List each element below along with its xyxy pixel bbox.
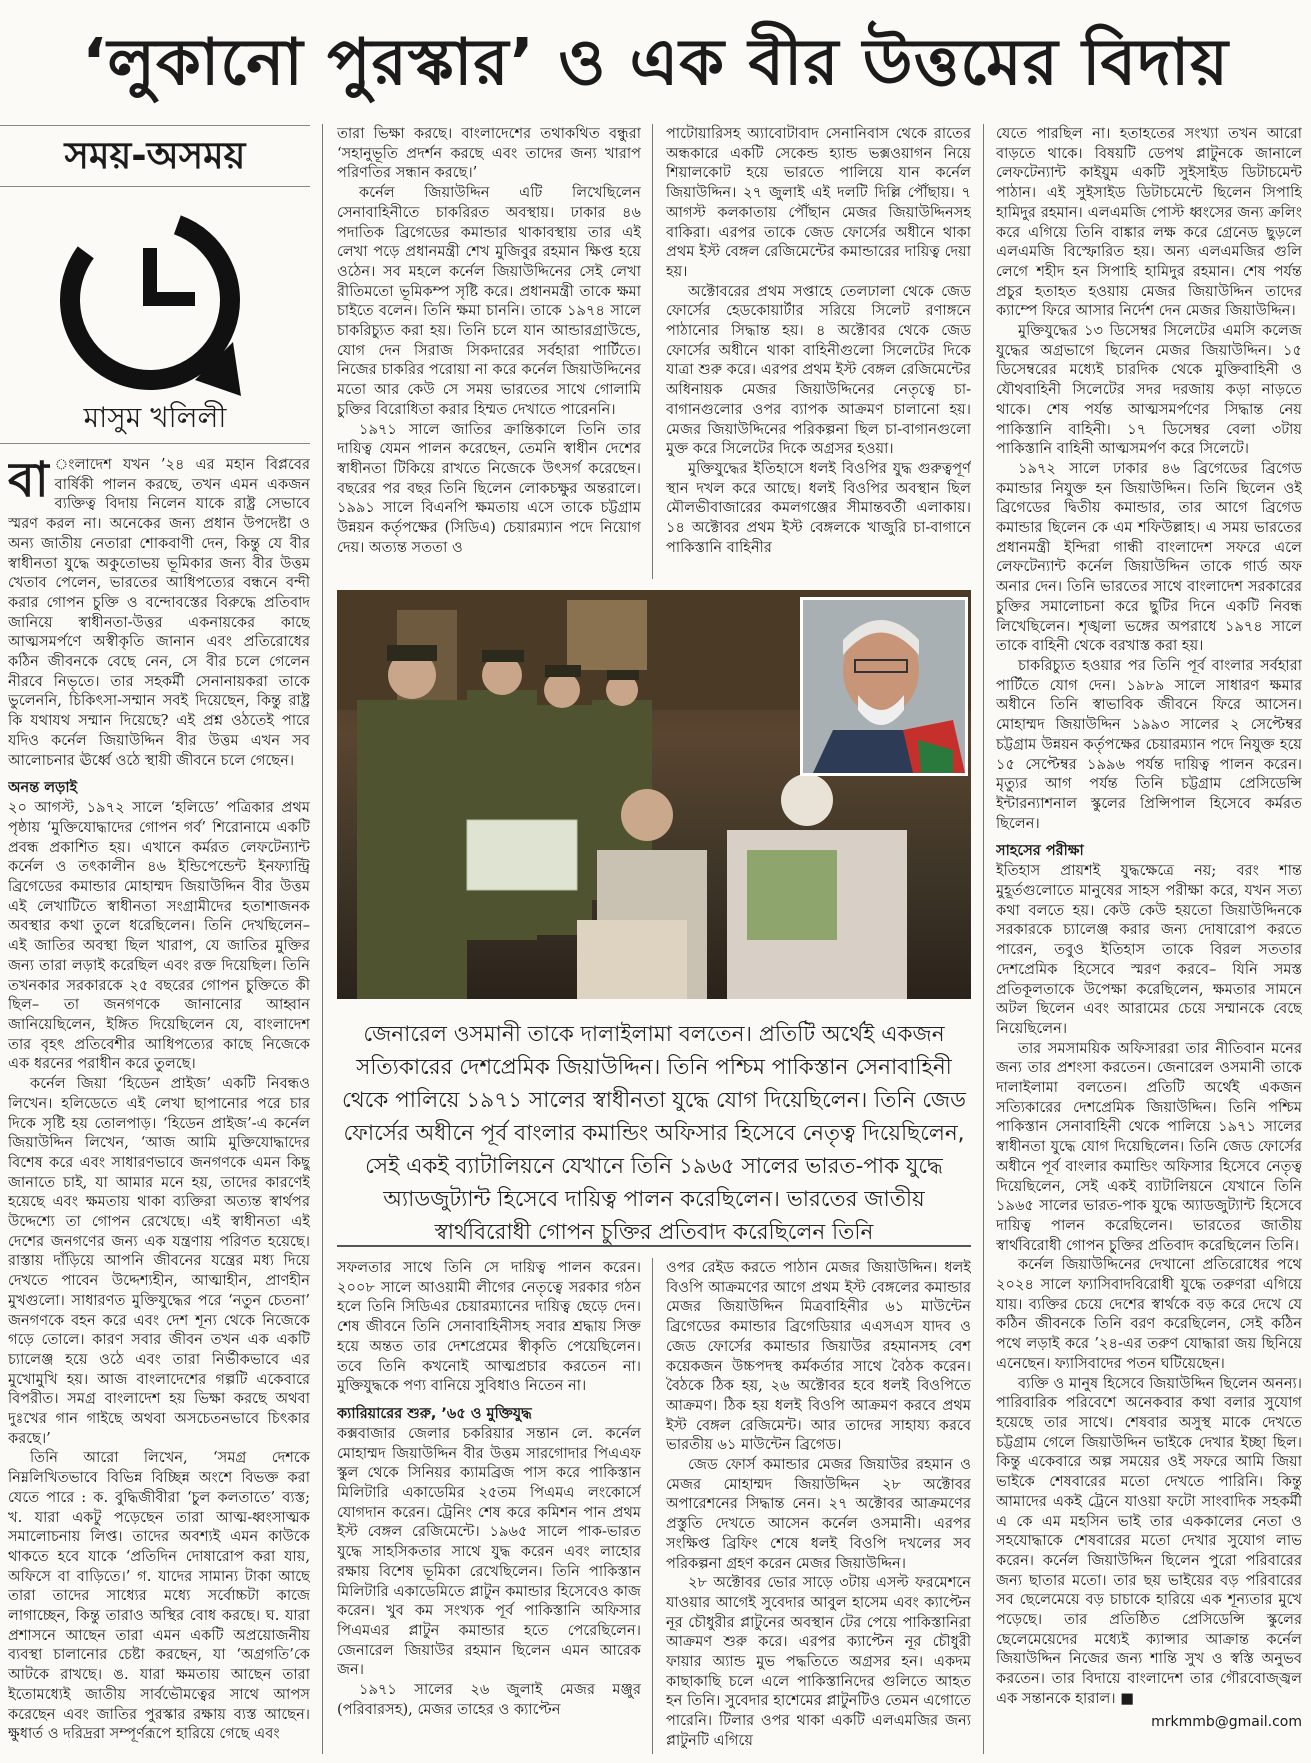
- author-name: মাসুম খলিলী: [0, 393, 310, 444]
- clock-icon: [35, 200, 275, 410]
- paragraph: তার সমসাময়িক অফিসাররা তার নীতিবান মনের জন্য তার প্রশংসা করতেন। জেনারেল ওসমানী তাকে দালাইলামা বলতেন। প্রতিটি অর্থেই একজন সত্যিকারের দেশপ্রেমিক জিয়াউদ্দিন। তিনি পশ্চিম পাকিস্তান সেনাবাহিনী থেকে পালিয়ে ১৯৭১ সালের স্বাধীনতা যুদ্ধে যোগ দিয়েছিলেন। তিনি জেড ফোর্সের অধীনে পূর্ব বাংলার কমান্ডিং অফিসার হিসেবে নেতৃত্ব দিয়েছিলেন, সেই একই ব্যাটালিয়নে যেখানে তিনি ১৯৬৫ সালের ভারত-পাক যুদ্ধে অ্যাডজুট্যান্ট হিসেবে দায়িত্ব পালন করেছিলেন। ভারতের জাতীয় স্বার্থবিরোধী গোপন চুক্তির প্রতিবাদ করেছিলেন তিনি।: [996, 1039, 1302, 1254]
- article-column-3-top: [666, 124, 971, 582]
- paragraph: চাকরিচ্যুত হওয়ার পর তিনি পূর্ব বাংলার সর্বহারা পার্টিতে যোগ দেন। ১৯৮৯ সালে সাধারণ ক্ষমার অধীনে তিনি স্বাভাবিক জীবনে ফিরে আসেন। মোহাম্মদ জিয়াউদ্দিন ১৯৯৩ সালের ২ সেপ্টেম্বর চট্টগ্রাম উন্নয়ন কর্তৃপক্ষের চেয়ারম্যান পদে নিযুক্ত হয়ে ১৫ সেপ্টেম্বর ১৯৯৬ পর্যন্ত দায়িত্ব পালন করেন। মৃত্যুর আগ পর্যন্ত তিনি চট্টগ্রাম প্রেসিডেন্সি ইন্টারন্যাশনাল স্কুলের প্রিন্সিপাল হিসেবে কর্মরত ছিলেন।: [996, 656, 1302, 832]
- end-mark: ■: [1120, 1689, 1134, 1707]
- portrait-illustration: [803, 600, 965, 773]
- article-column-3-bottom: [666, 1258, 971, 1755]
- article-column-2-top: [337, 124, 641, 582]
- paragraph: মুক্তিযুদ্ধের ইতিহাসে ধলই বিওপির যুদ্ধ গুরুত্বপূর্ণ স্থান দখল করে আছে। ধলই বিওপির অবস্থান ছিল মৌলভীবাজারের কমলগঞ্জের সীমান্তবর্তী এলাকায়। ১৪ অক্টোবর প্রথম ইস্ট বেঙ্গলকে খাজুরি চা-বাগানে পাকিস্তানি বাহিনীর: [666, 459, 971, 556]
- paragraph: কক্সবাজার জেলার চকরিয়ার সন্তান লে. কর্নেল মোহাম্মদ জিয়াউদ্দিন বীর উত্তম সারগোদার পিএএফ স্কুল থেকে সিনিয়র ক্যামব্রিজ পাস করে পাকিস্তান মিলিটারি একাডেমির ২৫তম পিএমএ লংকোর্সে যোগদান করেন। ট্রেনিং শেষ করে কমিশন পান প্রথম ইস্ট বেঙ্গল রেজিমেন্টে। ১৯৬৫ সালে পাক-ভারত যুদ্ধে সাহসিকতার সাথে যুদ্ধ করেন এবং লাহোর রক্ষায় বিশেষ ভূমিকা রেখেছিলেন। তিনি পাকিস্তান মিলিটারি একাডেমিতে প্লাটুন কমান্ডার হিসেবেও কাজ করেন। খুব কম সংখ্যক পূর্ব পাকিস্তানি অফিসার পিএমএর প্লাটুন কমান্ডার হতে পেরেছিলেন। জেনারেল জিয়াউর রহমান ছিলেন এমন আরেক জন।: [337, 1424, 641, 1679]
- column-rule: [652, 1258, 653, 1754]
- column-rule: [983, 124, 984, 1754]
- subheading: সাহসের পরীক্ষা: [996, 843, 1084, 860]
- portrait-inset-photo: [800, 597, 968, 776]
- paragraph: ২৮ অক্টোবর ভোর সাড়ে ৩টায় এসল্ট ফরমেশনে যাওয়ার আগেই সুবেদার আবুল হাসেম এবং ক্যাপ্টেন নূর চৌধুরীর প্লাটুনের অবস্থান টের পেয়ে পাকিস্তানিরা আক্রমণ শুরু করে। এরপর ক্যাপ্টেন নূর চৌধুরী ফায়ার অ্যান্ড মুভ পদ্ধতিতে অগ্রসর হন। একদম কাছাকাছি চলে এলে পাকিস্তানিদের গুলিতে আহত হন তিনি। সুবেদার হাশেমের প্লাটুনটিও তেমন এগোতে পারেনি। টিলার ওপর থাকা একটি এলএমজির জন্য প্লাটুনটি এগিয়ে: [666, 1574, 971, 1749]
- paragraph: কর্নেল জিয়াউদ্দিনের দেখানো প্রতিরোধের পথে ২০২৪ সালে ফ্যাসিবাদবিরোধী যুদ্ধে তরুণরা এগিয়ে যায়। ব্যক্তির চেয়ে দেশের স্বার্থকে বড় করে দেখে যে কঠিন জীবনকে তিনি বরণ করেছিলেন, সেই কঠিন পথে লড়াই করে ’২৪-এর তরুণ যোদ্ধারা জয় ছিনিয়ে এনেছেন। ফ্যাসিবাদের পতন ঘটিয়েছেন।: [996, 1256, 1302, 1372]
- column-rule: [652, 124, 653, 579]
- paragraph: মুক্তিযুদ্ধের ১৩ ডিসেম্বর সিলেটের এমসি কলেজ যুদ্ধের অগ্রভাগে ছিলেন মেজর জিয়াউদ্দিন। ১৫ ডিসেম্বরের মধ্যেই চারদিক থেকে মুক্তিবাহিনী ও যৌথবাহিনী সিলেটের সদর দরজায় কড়া নাড়তে থাকে। শেষ পর্যন্ত আত্মসমর্পণের সিদ্ধান্ত নেয় পাকিস্তানি বাহিনী। ১৭ ডিসেম্বর বেলা ৩টায় পাকিস্তানি বাহিনী আত্মসমর্পণ করে সিলেটে।: [996, 322, 1302, 458]
- paragraph: কর্নেল জিয়াউদ্দিন এটি লিখেছিলেন সেনাবাহিনীতে চাকরিরত অবস্থায়। ঢাকার ৪৬ পদাতিক ব্রিগেডের কমান্ডার থাকাবস্থায় তার এই লেখা পড়ে প্রধানমন্ত্রী শেখ মুজিবুর রহমান ক্ষিপ্ত হয়ে ওঠেন। সব মহলে কর্নেল জিয়াউদ্দিনের সেই লেখা রীতিমতো ভূমিকম্প সৃষ্টি করে। প্রধানমন্ত্রী তাকে ক্ষমা চাইতে বলেন। তিনি ক্ষমা চাননি। তাকে ১৯৭৪ সালে চাকরিচ্যুত করা হয়। তিনি চলে যান আন্ডারগ্রাউন্ডে, যোগ দেন সিরাজ সিকদারের সর্বহারা পার্টিতে। নিজের চাকরির পরোয়া না করে কর্নেল জিয়াউদ্দিনের মতো আর কেউ সে সময় ভারতের সাথে গোলামি চুক্তির বিরোধিতা করার হিম্মত দেখাতে পারেননি।: [337, 184, 641, 418]
- paragraph: ইতিহাস প্রায়শই যুদ্ধক্ষেত্রে নয়; বরং শান্ত মুহূর্তগুলোতে মানুষের সাহস পরীক্ষা করে, যখন সত্য কথা বলতে হয়। কেউ কেউ হয়তো জিয়াউদ্দিনকে সরকারকে চ্যালেঞ্জ করার জন্য দোষারোপ করতে পারেন, তবুও ইতিহাস তাকে বিরল সততার দেশপ্রেমিক হিসেবে স্মরণ করবে– যিনি সমস্ত প্রতিকূলতাকে উপেক্ষা করেছিলেন, ক্ষমতার সামনে অটল ছিলেন এবং আরামের চেয়ে সম্মানকে বেছে নিয়েছিলেন।: [996, 862, 1302, 1037]
- paragraph: তিনি আরো লিখেন, ‘সমগ্র দেশকে নিম্নলিখিতভাবে বিভিন্ন বিচ্ছিন্ন অংশে বিভক্ত করা যেতে পারে : ক. বুদ্ধিজীবীরা ‘চুল কলতাতে’ ব্যস্ত; খ. যারা একটু পড়েছেন তারা আত্ম-ধ্বংসাত্মক সমালোচনায় লিপ্ত। তাদের অবশ্যই এমন কাউকে থাকতে হবে যাকে ‘প্রতিদিন দোষারোপ করা যায়, অফিসে বা বাড়িতে।’ গ. যাদের সামান্য টাকা আছে তারা তাদের সাধ্যের মধ্যে সর্বোচ্চটা কাজে লাগাচ্ছেন, কিন্তু তারাও অস্থির বোধ করছে। ঘ. যারা প্রশাসনে আছেন তারা এমন একটি অপ্রয়োজনীয় ব্যবস্থা চালানোর চেষ্টা করছেন, যা ‘অগ্রগতি’কে আটকে রাখছে। ঙ. যারা ক্ষমতায় আছেন তারা ইতোমধ্যেই জাতীয় সার্বভৌমত্বের সাথে আপস করেছেন এবং জাতির পুরস্কার রক্ষায় ব্যস্ত আছেন। ক্ষুধার্ত ও দরিদ্ররা সম্পূর্ণরূপে হারিয়ে গেছে এবং: [8, 1449, 310, 1743]
- paragraph: ১৯৭১ সালে জাতির ক্রান্তিকালে তিনি তার দায়িত্ব যেমন পালন করেছেন, তেমনি স্বাধীন দেশের স্বাধীনতা টিকিয়ে রাখতে নিজেকে উৎসর্গ করেছেন। বছরের পর বছর তিনি ছিলেন লোকচক্ষুর অন্তরালে। ১৯৯১ সালে বিএনপি ক্ষমতায় এসে তাকে চট্টগ্রাম উন্নয়ন কর্তৃপক্ষের (সিডিএ) চেয়ারম্যান পদে নিয়োগ দেয়। অত্যন্ত সততা ও: [337, 420, 641, 556]
- paragraph: ব্যক্তি ও মানুষ হিসেবে জিয়াউদ্দিন ছিলেন অনন্য। পারিবারিক পরিবেশে অনেকবার কথা বলার সুযোগ হয়েছে তার সাথে। শেষবার অসুস্থ মাকে দেখতে চট্টগ্রাম গেলে জিয়াউদ্দিন ভাইকে দেখার ইচ্ছা ছিল। কিন্তু একেবারে অল্প সময়ের ওই সফরে আমি জিয়া ভাইকে শেষবারের মতো দেখতে পারিনি। কিন্তু আমাদের একই ট্রেনে যাওয়া ফটো সাংবাদিক সহকর্মী এ কে এম মহসিন ভাই তার এককালের নেতা ও সহযোদ্ধাকে শেষবারের মতো দেখার সুযোগ লাভ করেন। কর্নেল জিয়াউদ্দিন ছিলেন পুরো পরিবারের জন্য ছাতার মতো। তার ছয় ভাইয়ের বড় পরিবারের সব ছেলেমেয়ে বড় চাচাকে হারিয়ে এক শূন্যতার মুখে পড়েছে। তার প্রতিষ্ঠিত প্রেসিডেন্সি স্কুলের ছেলেমেয়েদের মধ্যেই ক্যান্সার আক্রান্ত কর্নেল জিয়াউদ্দিন নিজের জন্য শান্তি সুখ ও স্বস্তি অনুভব করতেন। তার বিদায়ে বাংলাদেশ তার গৌরবোজ্জ্বল এক সন্তানকে হারাল। ■: [996, 1374, 1302, 1707]
- pull-quote: জেনারেল ওসমানী তাকে দালাইলামা বলতেন। প্রতিটি অর্থেই একজন সত্যিকারের দেশপ্রেমিক জিয়াউদ্দিন। তিনি পশ্চিম পাকিস্তান সেনাবাহিনী থেকে পালিয়ে ১৯৭১ সালের স্বাধীনতা যুদ্ধে যোগ দিয়েছিলেন। তিনি জেড ফোর্সের অধীনে পূর্ব বাংলার কমান্ডিং অফিসার হিসেবে নেতৃত্ব দিয়েছিলেন, সেই একই ব্যাটালিয়নে যেখানে তিনি ১৯৬৫ সালের ভারত-পাক যুদ্ধে অ্যাডজুট্যান্ট হিসেবে দায়িত্ব পালন করেছিলেন। ভারতের জাতীয় স্বার্থবিরোধী গোপন চুক্তির প্রতিবাদ করেছিলেন তিনি: [341, 1022, 966, 1245]
- paragraph: সফলতার সাথে তিনি সে দায়িত্ব পালন করেন। ২০০৮ সালে আওয়ামী লীগের নেতৃত্বে সরকার গঠন হলে তিনি সিডিএর চেয়ারম্যানের দায়িত্ব ছেড়ে দেন। শেষ জীবনে তিনি সেনাবাহিনীসহ সবার শ্রদ্ধায় সিক্ত হয়ে অন্তত তার দেশপ্রেমের স্বীকৃতি পেয়েছিলেন। তবে তিনি কখনোই আত্মপ্রচার করতেন না। মুক্তিযুদ্ধকে পণ্য বানিয়ে সুবিধাও নিতেন না।: [337, 1259, 641, 1395]
- subheading: অনন্ত লড়াই: [8, 780, 78, 797]
- column-rule: [322, 124, 323, 1754]
- article-column-1: [8, 455, 310, 1755]
- paragraph: কর্নেল জিয়া ‘হিডেন প্রাইজ’ একটি নিবন্ধও লিখেন। হলিডেতে এই লেখা ছাপানোর পরে চার দিকে সৃষ্টি হয় তোলপাড়। ‘হিডেন প্রাইজ’-এ কর্নেল জিয়াউদ্দিন লিখেন, ‘আজ আমি মুক্তিযোদ্ধাদের বিশেষ করে এবং সাধারণভাবে জনগণকে এমন কিছু জানাতে চাই, যা আমার মনে হয়, তাদের কারণেই হয়েছে এবং ক্ষমতায় থাকা ব্যক্তিরা অত্যন্ত স্বার্থপর উদ্দেশ্যে তা গোপন রেখেছে। এই স্বাধীনতা এই দেশের জনগণের জন্য এক যন্ত্রণায় পরিণত হয়েছে। রাস্তায় দাঁড়িয়ে আপনি জীবনের যন্ত্রের মধ্য দিয়ে দেখতে পাবেন উদ্দেশ্যহীন, আত্মাহীন, প্রাণহীন মুখগুলো। সাধারণত মুক্তিযুদ্ধের পরে ‘নতুন চেতনা’ জনগণকে বহন করে এবং দেশ শূন্য থেকে নিজেকে গড়ে তোলে। কারণ সবার জীবন তখন এক একটি চ্যালেঞ্জ হয়ে ওঠে এবং তারা নির্ভীকভাবে এর মুখোমুখি হয়। আজ বাংলাদেশের গল্পটি একেবারে বিপরীত। সমগ্র বাংলাদেশ হয় ভিক্ষা করছে অথবা দুঃখের গান গাইছে অথবা অসচেতনভাবে চিৎকার করছে।’: [8, 1075, 310, 1447]
- pull-quote-rule: [337, 1245, 971, 1247]
- article-column-2-bottom: [337, 1258, 641, 1755]
- paragraph: ২০ আগস্ট, ১৯৭২ সালে ‘হলিডে’ পত্রিকার প্রথম পৃষ্ঠায় ‘মুক্তিযোদ্ধাদের গোপন গর্ব’ শিরোনামে একটি প্রবন্ধ প্রকাশিত হয়। এখানে কর্মরত লেফটেন্যান্ট কর্নেল ও তৎকালীন ৪৬ ইন্ডিপেন্ডেন্ট ইনফ্যান্ট্রি ব্রিগেডের কমান্ডার মোহাম্মদ জিয়াউদ্দিন বীর উত্তম এই লেখাটিতে স্বাধীনতা সংগ্রামীদের হতাশাজনক অবস্থার কথা তুলে ধরেছিলেন। তিনি দেখছিলেন– এই জাতির অবস্থা ছিল খারাপ, যে জাতির মুক্তির জন্য তারা লড়াই করেছিল এবং রক্ত দিয়েছিল। তিনি তখনকার সরকারকে ২৫ বছরের গোপন চুক্তিতে কী ছিল– তা জনগণকে জানানোর আহ্বান জানিয়েছিলেন, ইঙ্গিত দিয়েছিলেন যে, বাংলাদেশ তার বৃহৎ প্রতিবেশীর আধিপত্যের কাছে নিজেকে এক ধরনের পরাধীন করে তুলছে।: [8, 799, 310, 1073]
- paragraph: জেড ফোর্স কমান্ডার মেজর জিয়াউর রহমান ও মেজর মোহাম্মদ জিয়াউদ্দিন ২৮ অক্টোবর অপারেশনের সিদ্ধান্ত নেন। ২৭ অক্টোবর আক্রমণের প্রস্তুতি দেখতে আসেন কর্নেল ওসমানী। এরপর সংক্ষিপ্ত ব্রিফিং শেষে ধলই বিওপি দখলের সব পরিকল্পনা গ্রহণ করেন মেজর জিয়াউদ্দিন।: [666, 1456, 971, 1572]
- paragraph: পাটোয়ারিসহ অ্যাবোটাবাদ সেনানিবাস থেকে রাতের অন্ধকারে একটি সেকেন্ড হ্যান্ড ভক্সওয়াগন নিয়ে শিয়ালকোট হয়ে ভারতে পালিয়ে যান কর্নেল জিয়াউদ্দিন। ২৭ জুলাই এই দলটি দিল্লি পৌঁছায়। ৭ আগস্ট কলকাতায় পৌঁছান মেজর জিয়াউদ্দিনসহ বাকিরা। এরপর তাকে জেড ফোর্সের অধীনে থাকা প্রথম ইস্ট বেঙ্গল রেজিমেন্টের কমান্ডারের দায়িত্ব দেয়া হয়।: [666, 125, 971, 280]
- headline: ‘লুকানো পুরস্কার’ ও এক বীর উত্তমের বিদায়: [82, 26, 1229, 100]
- drop-cap: বা: [8, 455, 49, 508]
- paragraph: ১৯৭২ সালে ঢাকার ৪৬ ব্রিগেডের ব্রিগেড কমান্ডার নিযুক্ত হন জিয়াউদ্দিন। তিনি ছিলেন ওই ব্রিগেডের দ্বিতীয় কমান্ডার, তার আগে ব্রিগেড কমান্ডার ছিলেন কে এম শফিউল্লাহ। এ সময় ভারতের প্রধানমন্ত্রী ইন্দিরা গান্ধী বাংলাদেশ সফরে এলে লেফটেন্যান্ট কর্নেল জিয়াউদ্দিন তাকে গার্ড অফ অনার দেন। তিনি ভারতের সাথে বাংলাদেশ সরকারের চুক্তির সমালোচনা করে ছুটির দিনে একটি নিবন্ধ লিখেছিলেন। শৃঙ্খলা ভঙ্গের অপরাধে ১৯৭৪ সালে তাকে বাহিনী থেকে বরখাস্ত করা হয়।: [996, 459, 1302, 655]
- paragraph: বা ংলাদেশ যখন ’২৪ এর মহান বিপ্লবের বার্ষিকী পালন করছে, তখন এমন একজন ব্যক্তিত্ব বিদায় নিলেন যাকে রাষ্ট্র সেভাবে স্মরণ করল না। অনেকের জন্য প্রধান উপদেষ্টা ও অন্য জাতীয় নেতারা শোকবাণী দেন, কিন্তু যে বীর স্বাধীনতা যুদ্ধে অকুতোভয় ভূমিকার জন্য বীর উত্তম খেতাব পেলেন, ভারতের আধিপত্যের বন্ধনে বন্দী করার গোপন চুক্তি ও বন্দোবস্তের বিরুদ্ধে প্রতিবাদ জানিয়ে স্বাধীনতা-উত্তর একনায়কের কাছে আত্মসমর্পণে অস্বীকৃতি জানান এবং প্রতিরোধের কঠিন জীবনকে বেছে নেন, সে বীর চলে গেলেন নীরবে নিভৃতে। তার সহকর্মী সেনানায়করা তাকে ভুলেননি, চিকিৎসা-সম্মান সবই দিয়েছেন, কিন্তু রাষ্ট্র কি যথাযথ সম্মান দিয়েছে? এই প্রশ্ন ওঠতেই পারে যদিও কর্নেল জিয়াউদ্দিন বীর উত্তম এখন সব আলোচনার ঊর্ধ্বে ওঠে স্থায়ী জীবনে চলে গেছেন।: [8, 455, 310, 769]
- subheading: ক্যারিয়ারের শুরু, ’৬৫ ও মুক্তিযুদ্ধ: [337, 1405, 532, 1422]
- paragraph: তারা ভিক্ষা করছে। বাংলাদেশের তথাকথিত বন্ধুরা ‘সহানুভূতি প্রদর্শন করছে এবং তাদের জন্য খারাপ পরিণতির সন্ধান করছে।’: [337, 125, 641, 182]
- column-title: সময়-অসময়: [0, 125, 310, 187]
- paragraph: ওপর রেইড করতে পাঠান মেজর জিয়াউদ্দিন। ধলই বিওপি আক্রমণের আগে প্রথম ইস্ট বেঙ্গলের কমান্ডার মেজর জিয়াউদ্দিন মিত্রবাহিনীর ৬১ মাউন্টেন ব্রিগেডের কমান্ডার ব্রিগেডিয়ার এএসএস যাদব ও জেড ফোর্সের কমান্ডার জিয়াউর রহমানসহ বেশ কয়েকজন উচ্চপদস্থ কর্মকর্তার সাথে বৈঠক করেন। বৈঠকে ঠিক হয়, ২৬ অক্টোবর হবে ধলই বিওপিতে আক্রমণ। ঠিক হয় ধলই বিওপি আক্রমণ করবে প্রথম ইস্ট বেঙ্গল রেজিমেন্ট। আর তাদের সাহায্য করবে ভারতীয় ৬১ মাউন্টেন ব্রিগেড।: [666, 1259, 971, 1454]
- author-email[interactable]: mrkmmb@gmail.com: [1151, 1713, 1302, 1730]
- paragraph: অক্টোবরের প্রথম সপ্তাহে তেলঢালা থেকে জেড ফোর্সের হেডকোয়ার্টার সরিয়ে সিলেট রণাঙ্গনে পাঠানোর সিদ্ধান্ত হয়। ৪ অক্টোবর থেকে জেড ফোর্সের অধীনে থাকা বাহিনীগুলো সিলেটের দিকে যাত্রা শুরু করে। এরপর প্রথম ইস্ট বেঙ্গল রেজিমেন্টের অধিনায়ক মেজর জিয়াউদ্দিনের নেতৃত্বে চা-বাগানগুলোর ওপর ব্যাপক আক্রমণ চালানো হয়। মেজর জিয়াউদ্দিনের পরিকল্পনা ছিল চা-বাগানগুলো মুক্ত করে সিলেটের দিকে অগ্রসর হওয়া।: [666, 282, 971, 458]
- paragraph: যেতে পারছিল না। হতাহতের সংখ্যা তখন আরো বাড়তে থাকে। বিষয়টি ডেপথ প্লাটুনকে জানালে লেফটেন্যান্ট কাইয়ুম একটি সুইসাইড ডিটাচমেন্ট পাঠান। এই সুইসাইড ডিটাচমেন্টে ছিলেন সিপাহি হামিদুর রহমান। এলএমজি পোস্ট ধ্বংসের জন্য ক্রলিং করে এগিয়ে তিনি বাঙ্কার লক্ষ করে গ্রেনেড ছুড়লে এলএমজি বিস্ফোরিত হয়। অন্য এলএমজির গুলি লেগে শহীদ হন সিপাহি হামিদুর রহমান। শেষ পর্যন্ত প্রচুর হতাহত হওয়ায় মেজর জিয়াউদ্দিন তাদের ক্যাম্পে ফিরে আসার নির্দেশ দেন মেজর জিয়াউদ্দিন।: [996, 125, 1302, 320]
- article-column-4: [996, 124, 1302, 1756]
- paragraph: ১৯৭১ সালের ২৬ জুলাই মেজর মঞ্জুর (পরিবারসহ), মেজর তাহের ও ক্যাপ্টেন: [337, 1681, 641, 1718]
